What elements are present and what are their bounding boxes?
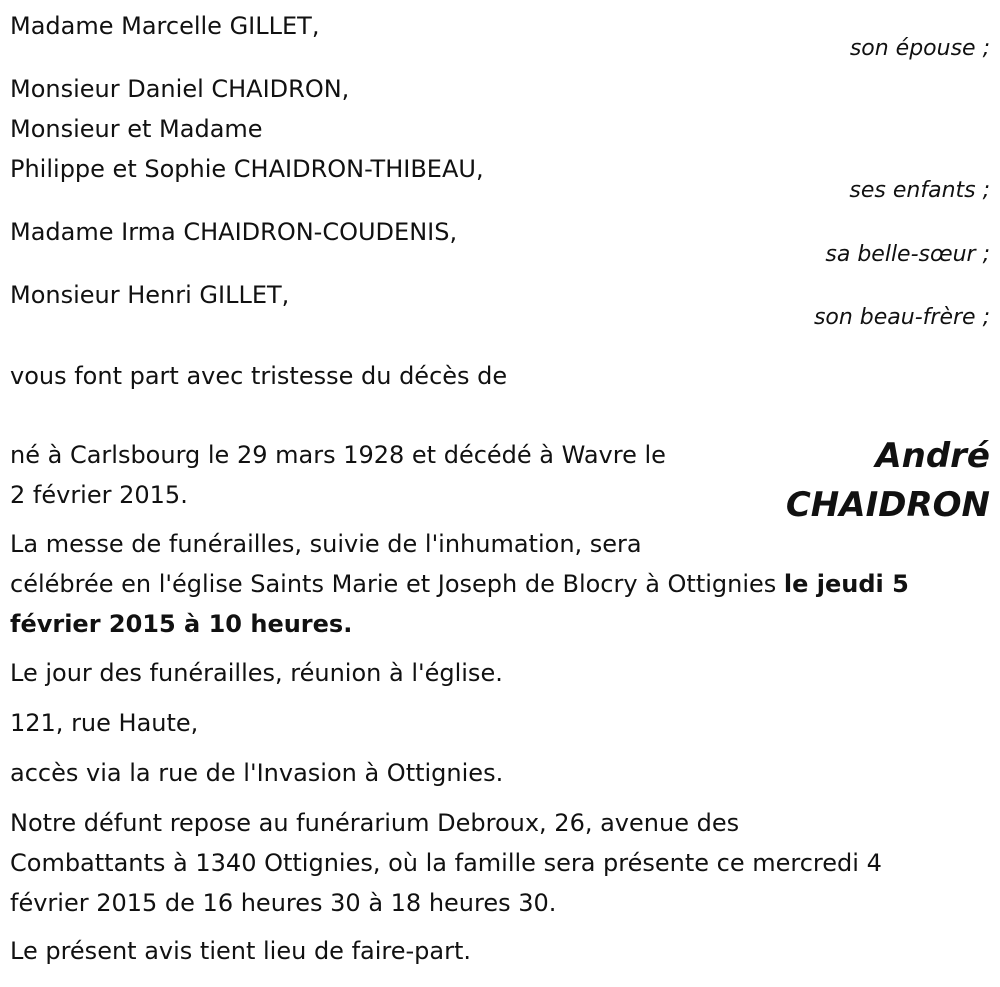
family-member-wife: Madame Marcelle GILLET,	[10, 12, 320, 40]
funerarium-line-1: Notre défunt repose au funérarium Debroux, 26, avenue des	[10, 809, 740, 837]
family-member-brother-in-law: Monsieur Henri GILLET,	[10, 281, 290, 309]
deceased-first-name: André	[875, 436, 990, 476]
funeral-line-2	[10, 564, 909, 604]
address-text: 121, rue Haute,	[10, 709, 199, 737]
family-member-couple-heading: Monsieur et Madame	[10, 115, 263, 143]
family-member-son: Monsieur Daniel CHAIDRON,	[10, 75, 350, 103]
role-sister-in-law: sa belle-sœur ;	[825, 242, 990, 267]
funeral-location-text: célébrée en l'église Saints Marie et Joseph de Blocry à Ottignies	[10, 570, 784, 598]
closing-text: Le présent avis tient lieu de faire-part.	[10, 937, 472, 965]
birth-death-line-1: né à Carlsbourg le 29 mars 1928 et décédé à Wavre le	[10, 441, 666, 469]
role-children: ses enfants ;	[849, 178, 990, 203]
deceased-name	[786, 432, 990, 530]
reunion-text: Le jour des funérailles, réunion à l'église.	[10, 659, 503, 687]
announcement-text: vous font part avec tristesse du décès de	[10, 362, 508, 390]
birth-death-line-2: 2 février 2015.	[10, 481, 188, 509]
family-member-couple-names: Philippe et Sophie CHAIDRON-THIBEAU,	[10, 155, 484, 183]
obituary-notice	[10, 0, 990, 987]
funeral-line-1: La messe de funérailles, suivie de l'inhumation, sera	[10, 530, 642, 558]
funeral-time-bold: février 2015 à 10 heures.	[10, 610, 353, 638]
family-member-sister-in-law: Madame Irma CHAIDRON-COUDENIS,	[10, 218, 458, 246]
access-text: accès via la rue de l'Invasion à Ottignies.	[10, 759, 504, 787]
deceased-last-name: CHAIDRON	[785, 485, 990, 525]
funeral-date-bold: le jeudi 5	[783, 570, 909, 598]
funerarium-line-3: février 2015 de 16 heures 30 à 18 heures 30.	[10, 889, 557, 917]
funerarium-line-2: Combattants à 1340 Ottignies, où la famille sera présente ce mercredi 4	[10, 849, 882, 877]
role-wife: son épouse ;	[849, 36, 990, 61]
role-brother-in-law: son beau-frère ;	[813, 305, 990, 330]
